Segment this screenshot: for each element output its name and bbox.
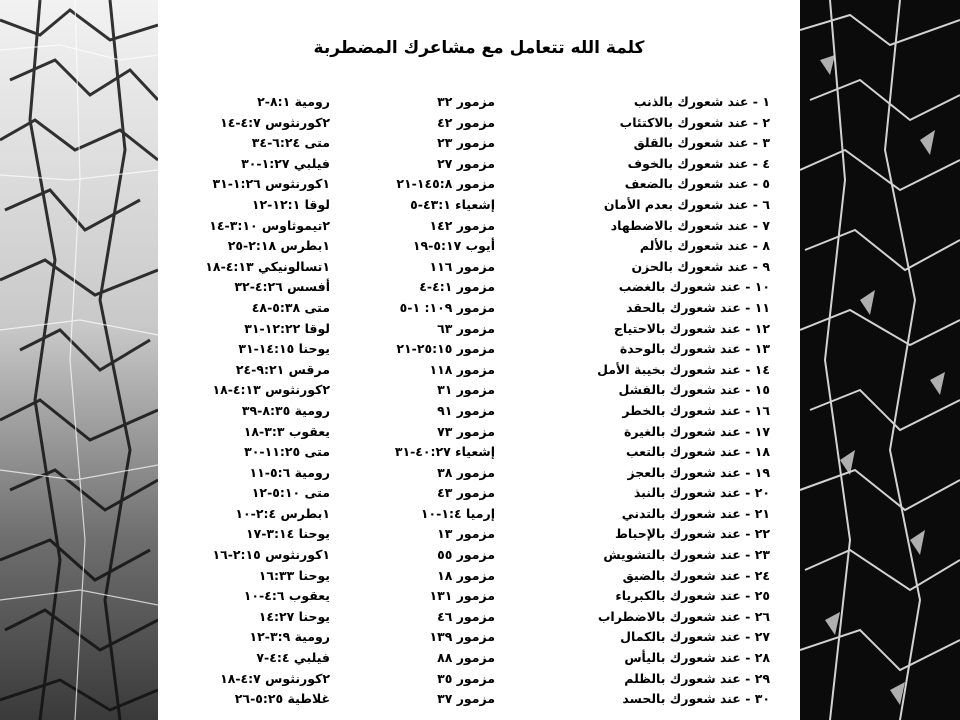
feeling-text: ٣ - عند شعورك بالقلق [633, 135, 770, 151]
feeling-text: ١٩ - عند شعورك بالعجز [627, 464, 770, 480]
verse-reference: ٢كورنثوس ٤:٧-١٨ [220, 670, 330, 686]
list-item [158, 174, 800, 195]
list-item [158, 689, 800, 710]
feeling-text: ١٧ - عند شعورك بالغيرة [624, 423, 770, 439]
psalm-reference: مزمور ٧٣ [437, 423, 495, 439]
psalm-reference: مزمور ٢٥:١٥-٢١ [396, 341, 495, 357]
verse-list [158, 92, 800, 710]
verse-reference: ١بطرس ٢:١٨-٢٥ [227, 238, 330, 254]
verse-reference: رومية ٣:٩-١٢ [249, 629, 330, 645]
verse-reference: غلاطية ٥:٢٥-٢٦ [234, 691, 330, 707]
list-item [158, 401, 800, 422]
list-item [158, 360, 800, 381]
verse-reference: متى ٥:٣٨-٤٨ [251, 299, 330, 315]
verse-reference: ٢كورنثوس ٤:١٣-١٨ [212, 382, 330, 398]
verse-reference: يوحنا ٣:١٤-١٧ [245, 526, 330, 542]
psalm-reference: مزمور ١١٨ [429, 361, 495, 377]
list-item [158, 339, 800, 360]
list-item [158, 422, 800, 443]
verse-reference: ١بطرس ٢:٤-١٠ [235, 505, 330, 521]
list-item [158, 627, 800, 648]
feeling-text: ٢٥ - عند شعورك بالكبرياء [615, 588, 770, 604]
psalm-reference: أيوب ٥:١٧-١٩ [412, 238, 495, 254]
feeling-text: ٢١ - عند شعورك بالتدني [621, 505, 770, 521]
feeling-text: ١٢ - عند شعورك بالاحتياج [613, 320, 770, 336]
list-item [158, 133, 800, 154]
psalm-reference: مزمور ٤٦ [437, 608, 495, 624]
list-item [158, 483, 800, 504]
psalm-reference: مزمور ١٣٩ [429, 629, 495, 645]
feeling-text: ١ - عند شعورك بالذنب [633, 94, 770, 109]
list-item [158, 319, 800, 340]
document-page [158, 0, 800, 720]
psalm-reference: مزمور ١٨ [437, 567, 495, 583]
feeling-text: ٢٤ - عند شعورك بالضيق [622, 567, 770, 583]
verse-reference: ١كورنثوس ٢:١٥-١٦ [212, 547, 330, 563]
verse-reference: ٢تيموثاوس ٣:١٠-١٤ [209, 217, 330, 233]
verse-reference: رومية ٥:٦-١١ [249, 464, 330, 480]
verse-reference: يعقوب ٤:٦-١٠ [243, 588, 330, 604]
verse-reference: مرقس ٩:٢١-٢٤ [235, 361, 330, 377]
psalm-reference: مزمور ٢٧ [437, 155, 495, 171]
list-item [158, 195, 800, 216]
verse-reference: أفسس ٤:٢٦-٣٢ [234, 279, 330, 295]
verse-reference: فيلبي ١:٢٧-٣٠ [241, 155, 330, 171]
list-item [158, 154, 800, 175]
list-item [158, 586, 800, 607]
verse-reference: يعقوب ٣:٣-١٨ [243, 423, 330, 439]
list-item [158, 277, 800, 298]
psalm-reference: مزمور ٥٥ [437, 547, 495, 563]
psalm-reference: إشعياء ٤٠:٢٧-٣١ [394, 444, 495, 460]
verse-reference: متى ٥:١٠-١٢ [251, 485, 330, 501]
psalm-reference: مزمور ١٤٥:٨-٢١ [396, 176, 495, 192]
feeling-text: ٩ - عند شعورك بالحزن [631, 258, 770, 274]
list-item [158, 380, 800, 401]
psalm-reference: مزمور ٣٥ [437, 670, 495, 686]
psalm-reference: إشعياء ٤٣:١-٥ [410, 196, 495, 212]
list-item [158, 524, 800, 545]
list-item [158, 504, 800, 525]
feeling-text: ١٥ - عند شعورك بالفشل [618, 382, 770, 398]
psalm-reference: مزمور ١٠٩: ١-٥ [399, 299, 495, 315]
verse-reference: لوقا ١٢:١-١٢ [251, 196, 330, 212]
feeling-text: ٥ - عند شعورك بالضعف [624, 176, 770, 192]
list-item [158, 113, 800, 134]
psalm-reference: مزمور ٤:١-٤ [419, 279, 495, 295]
psalm-reference: مزمور ٩١ [437, 402, 495, 418]
list-item [158, 648, 800, 669]
psalm-reference: مزمور ١١٦ [429, 258, 495, 274]
list-item [158, 463, 800, 484]
feeling-text: ١٤ - عند شعورك بخيبة الأمل [597, 361, 770, 377]
verse-reference: متى ١١:٢٥-٣٠ [244, 444, 330, 460]
feeling-text: ٦ - عند شعورك بعدم الأمان [603, 196, 770, 212]
verse-reference: رومية ٨:١-٢ [257, 94, 330, 109]
feeling-text: ٢ - عند شعورك بالاكتئاب [619, 114, 770, 130]
right-cracked-glass-border [800, 0, 960, 720]
left-cracked-glass-border [0, 0, 158, 720]
list-item [158, 298, 800, 319]
list-item [158, 216, 800, 237]
feeling-text: ٢٢ - عند شعورك بالإحباط [614, 526, 770, 542]
feeling-text: ٢٣ - عند شعورك بالتشويش [603, 547, 770, 563]
psalm-reference: مزمور ٣٧ [437, 691, 495, 707]
psalm-reference: مزمور ٤٣ [437, 485, 495, 501]
feeling-text: ٢٩ - عند شعورك بالظلم [624, 670, 770, 686]
feeling-text: ١٠ - عند شعورك بالغضب [618, 279, 770, 295]
verse-reference: يوحنا ١٤:١٥-٣١ [238, 341, 330, 357]
psalm-reference: إرميا ١:٤-١٠ [420, 505, 495, 521]
verse-reference: فيلبي ٤:٤-٧ [256, 650, 330, 666]
feeling-text: ٧ - عند شعورك بالاضطهاد [610, 217, 770, 233]
list-item [158, 442, 800, 463]
psalm-reference: مزمور ١٤٢ [429, 217, 495, 233]
list-item [158, 236, 800, 257]
verse-reference: ١تسالونيكي ٤:١٣-١٨ [205, 258, 330, 274]
list-item [158, 92, 800, 113]
psalm-reference: مزمور ١٣ [437, 526, 495, 542]
feeling-text: ٢٠ - عند شعورك بالنبذ [633, 485, 770, 501]
verse-reference: متى ٦:٢٤-٣٤ [251, 135, 330, 151]
verse-reference: يوحنا ١٦:٣٣ [258, 567, 330, 583]
list-item [158, 607, 800, 628]
verse-reference: ١كورنثوس ١:٢٦-٣١ [212, 176, 330, 192]
verse-reference: لوقا ١٢:٢٢-٣١ [244, 320, 330, 336]
feeling-text: ٢٦ - عند شعورك بالاضطراب [597, 608, 770, 624]
list-item [158, 566, 800, 587]
feeling-text: ٢٧ - عند شعورك بالكمال [620, 629, 770, 645]
feeling-text: ١٣ - عند شعورك بالوحدة [619, 341, 770, 357]
feeling-text: ١٨ - عند شعورك بالتعب [625, 444, 770, 460]
verse-reference: يوحنا ١٤:٢٧ [258, 608, 330, 624]
psalm-reference: مزمور ٨٨ [437, 650, 495, 666]
list-item [158, 545, 800, 566]
feeling-text: ١٦ - عند شعورك بالخطر [622, 402, 770, 418]
psalm-reference: مزمور ٣٢ [437, 94, 495, 109]
verse-reference: ٢كورنثوس ٤:٧-١٤ [220, 114, 330, 130]
verse-reference: رومية ٨:٣٥-٣٩ [241, 402, 330, 418]
psalm-reference: مزمور ٢٣ [437, 135, 495, 151]
page-title: كلمة الله تتعامل مع مشاعرك المضطربة [313, 38, 645, 58]
list-item [158, 669, 800, 690]
psalm-reference: مزمور ٦٣ [437, 320, 495, 336]
feeling-text: ١١ - عند شعورك بالحقد [626, 299, 770, 315]
psalm-reference: مزمور ٣٨ [437, 464, 495, 480]
feeling-text: ٣٠ - عند شعورك بالحسد [622, 691, 770, 707]
psalm-reference: مزمور ١٣١ [429, 588, 495, 604]
feeling-text: ٢٨ - عند شعورك باليأس [624, 650, 770, 666]
psalm-reference: مزمور ٣١ [437, 382, 495, 398]
list-item [158, 257, 800, 278]
feeling-text: ٨ - عند شعورك بالألم [639, 238, 770, 254]
psalm-reference: مزمور ٤٢ [437, 114, 495, 130]
feeling-text: ٤ - عند شعورك بالخوف [627, 155, 770, 171]
